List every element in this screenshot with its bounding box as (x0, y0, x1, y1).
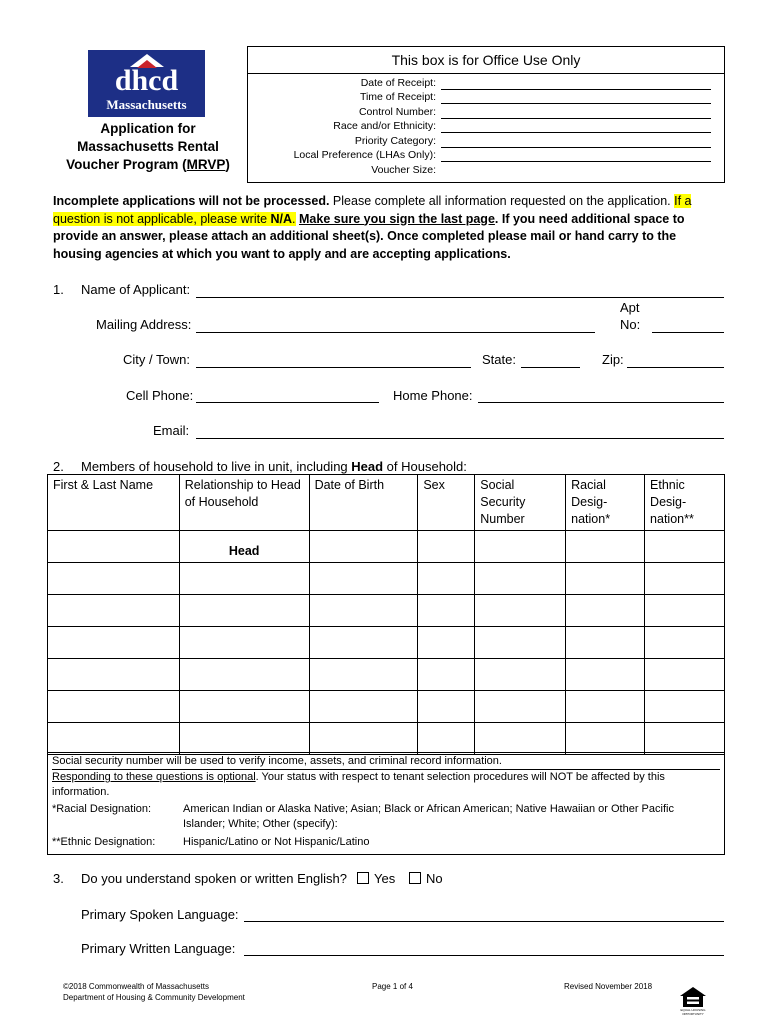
office-field-label: Local Preference (LHAs Only): (293, 149, 436, 161)
primary-written-language-label: Primary Written Language: (81, 941, 236, 956)
table-cell[interactable] (475, 723, 566, 755)
home-phone-field[interactable] (478, 402, 724, 403)
office-field-line (441, 147, 711, 148)
table-cell[interactable] (645, 627, 725, 659)
designation-notes-box (47, 752, 725, 855)
table-cell[interactable] (475, 691, 566, 723)
office-field-label: Control Number: (358, 106, 436, 118)
household-members-table (47, 474, 725, 755)
column-header: First & Last Name (48, 475, 180, 531)
office-field-label: Date of Receipt: (360, 77, 436, 89)
column-header: Ethnic Desig-nation** (645, 475, 725, 531)
form-title (48, 120, 248, 174)
equal-housing-opportunity-icon (679, 986, 707, 1014)
office-field-label: Voucher Size: (371, 164, 436, 176)
table-cell[interactable] (418, 595, 475, 627)
table-cell[interactable] (48, 627, 180, 659)
table-cell[interactable] (566, 723, 645, 755)
home-phone-label: Home Phone: (393, 388, 473, 403)
apt-no-label: No: (620, 317, 641, 332)
column-header: Sex (418, 475, 475, 531)
email-label: Email: (153, 423, 190, 438)
table-row (48, 595, 725, 627)
office-field-line (441, 89, 711, 90)
ethnic-designation-text: Hispanic/Latino or Not Hispanic/Latino (183, 836, 370, 848)
table-cell[interactable] (566, 659, 645, 691)
table-cell[interactable] (566, 627, 645, 659)
logo-subtext: Massachusetts (106, 97, 187, 112)
zip-label: Zip: (602, 352, 624, 367)
table-cell[interactable] (48, 723, 180, 755)
table-cell[interactable] (309, 723, 418, 755)
table-cell[interactable] (475, 627, 566, 659)
table-cell[interactable] (418, 627, 475, 659)
applicant-name-field[interactable] (196, 297, 724, 298)
city-town-field[interactable] (196, 367, 471, 368)
table-cell[interactable] (48, 595, 180, 627)
mailing-address-field[interactable] (196, 332, 595, 333)
table-cell[interactable] (645, 659, 725, 691)
applicant-name-label: Name of Applicant: (81, 282, 191, 297)
title-line-1: Application for (100, 121, 196, 136)
cell-phone-field[interactable] (196, 402, 379, 403)
yes-checkbox[interactable] (357, 872, 369, 884)
mailing-address-label: Mailing Address: (96, 317, 192, 332)
table-row (48, 659, 725, 691)
apt-label: Apt (620, 300, 640, 315)
table-cell[interactable] (309, 563, 418, 595)
racial-designation-text: American Indian or Alaska Native; Asian; Black or African American; Native Hawaiian or Other Pacific Islander; White; Other (specify): (183, 803, 674, 830)
footer-copyright: ©2018 Commonwealth of Massachusetts (63, 982, 209, 991)
table-cell[interactable] (309, 691, 418, 723)
primary-spoken-language-label: Primary Spoken Language: (81, 907, 239, 922)
head-label: Head (228, 544, 260, 558)
table-cell[interactable] (179, 627, 309, 659)
table-cell[interactable] (48, 691, 180, 723)
optional-note: Responding to these questions is optional. Your status with respect to tenant selection procedures will NOT be affected by this information. (52, 771, 665, 798)
table-cell[interactable] (475, 531, 566, 563)
table-row (48, 723, 725, 755)
table-cell[interactable] (48, 531, 180, 563)
table-cell[interactable] (475, 659, 566, 691)
ssn-note: Social security number will be used to verify income, assets, and criminal record information. (52, 754, 720, 770)
table-cell[interactable] (418, 691, 475, 723)
table-cell[interactable] (418, 659, 475, 691)
no-checkbox[interactable] (409, 872, 421, 884)
yes-label: Yes (374, 871, 396, 886)
table-cell[interactable] (645, 691, 725, 723)
table-cell[interactable] (309, 659, 418, 691)
state-label: State: (482, 352, 516, 367)
title-line-3: Voucher Program (MRVP) (66, 157, 230, 172)
household-members-title: Members of household to live in unit, including Head of Household: (81, 459, 467, 474)
office-field-line (441, 132, 711, 133)
table-cell[interactable] (179, 659, 309, 691)
apt-number-field[interactable] (652, 332, 724, 333)
table-cell[interactable] (309, 627, 418, 659)
logo-text: dhcd (114, 64, 179, 97)
office-field-label: Race and/or Ethnicity: (333, 120, 436, 132)
dhcd-logo (88, 50, 205, 117)
primary-spoken-language-field[interactable] (244, 921, 724, 922)
cell-phone-label: Cell Phone: (126, 388, 194, 403)
table-cell[interactable] (179, 691, 309, 723)
table-cell[interactable] (179, 563, 309, 595)
english-question: Do you understand spoken or written English? (81, 871, 347, 886)
email-field[interactable] (196, 438, 724, 439)
table-cell[interactable] (309, 531, 418, 563)
section-3-number: 3. (53, 871, 64, 886)
column-header: Relationship to Head of Household (179, 475, 309, 531)
table-cell[interactable] (179, 531, 309, 563)
table-cell[interactable] (48, 659, 180, 691)
table-cell[interactable] (179, 723, 309, 755)
office-use-box (247, 46, 725, 183)
column-header: Racial Desig-nation* (566, 475, 645, 531)
table-row (48, 627, 725, 659)
table-cell[interactable] (475, 563, 566, 595)
office-field-label: Priority Category: (354, 135, 436, 147)
no-label: No (426, 871, 443, 886)
instructions-paragraph: Incomplete applications will not be processed. Please complete all information requested on the application. If a question is not applicable, please write N/A. Make sure you sign the last page. If you need additional space to provide an answer, please attach an additional sheet(s). Once completed please mail or hand carry to the housing agencies at which you want to apply and are accepting applications. (53, 194, 692, 261)
table-cell[interactable] (566, 531, 645, 563)
racial-designation-label: *Racial Designation: (52, 803, 152, 815)
table-cell[interactable] (418, 563, 475, 595)
footer-revised-date: Revised November 2018 (564, 982, 653, 991)
table-cell[interactable] (645, 531, 725, 563)
section-2-number: 2. (53, 459, 64, 474)
table-cell[interactable] (645, 563, 725, 595)
table-cell[interactable] (566, 691, 645, 723)
table-cell[interactable] (48, 563, 180, 595)
table-cell[interactable] (475, 595, 566, 627)
office-field-line (441, 161, 711, 162)
table-cell[interactable] (418, 723, 475, 755)
table-cell[interactable] (309, 595, 418, 627)
equal-housing-text: EQUAL HOUSING OPPORTUNITY (680, 1008, 706, 1016)
zip-field[interactable] (627, 367, 724, 368)
table-cell[interactable] (645, 595, 725, 627)
table-cell[interactable] (566, 563, 645, 595)
table-cell[interactable] (179, 595, 309, 627)
table-row (48, 531, 725, 563)
ethnic-designation-label: **Ethnic Designation: (52, 836, 156, 848)
footer-page-number: Page 1 of 4 (372, 982, 413, 991)
table-row (48, 563, 725, 595)
table-cell[interactable] (566, 595, 645, 627)
footer-department: Department of Housing & Community Development (63, 993, 245, 1002)
table-header-row (48, 475, 725, 531)
state-field[interactable] (521, 367, 580, 368)
section-1-number: 1. (53, 282, 64, 297)
title-line-2: Massachusetts Rental (77, 139, 219, 154)
column-header: Date of Birth (309, 475, 418, 531)
column-header: Social Security Number (475, 475, 566, 531)
table-cell[interactable] (418, 531, 475, 563)
table-cell[interactable] (645, 723, 725, 755)
office-field-line (441, 118, 711, 119)
city-town-label: City / Town: (123, 352, 190, 367)
office-field-line (441, 103, 711, 104)
primary-written-language-field[interactable] (244, 955, 724, 956)
office-use-header: This box is for Office Use Only (248, 47, 724, 74)
office-field-label: Time of Receipt: (359, 91, 436, 103)
table-row (48, 691, 725, 723)
